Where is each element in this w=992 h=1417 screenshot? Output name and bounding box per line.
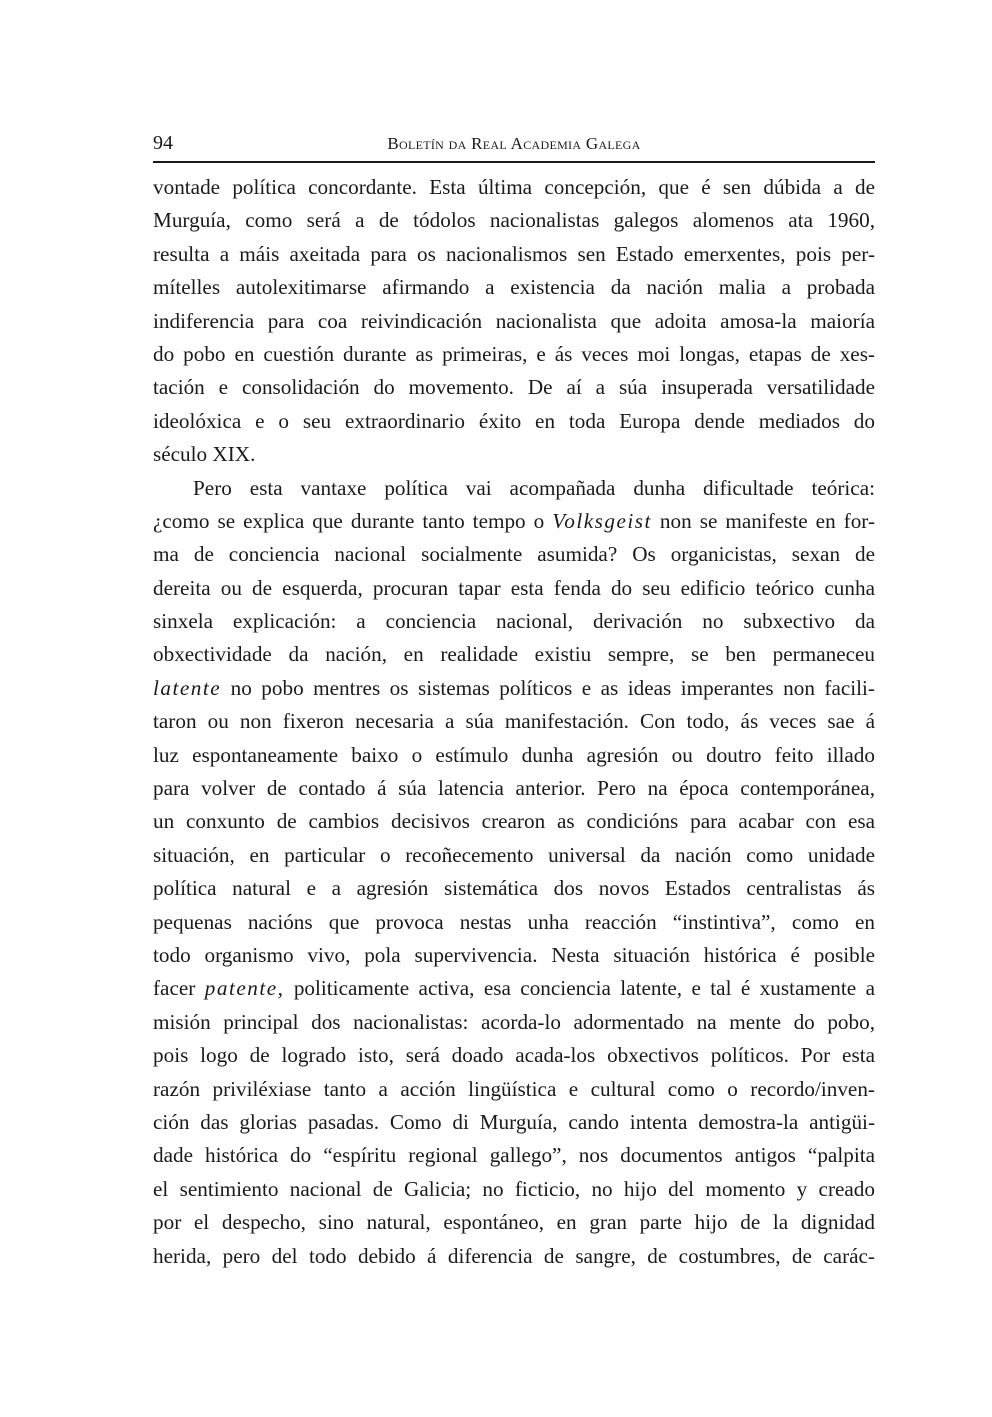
italic-term: Volksgeist	[552, 508, 652, 533]
page-number: 94	[153, 132, 173, 154]
text-line: un conxunto de cambios decisivos crearon as condicións para acabar con esa	[153, 809, 875, 834]
text-run: no pobo mentres os sistemas políticos e as ideas imperantes non facili-	[221, 675, 875, 700]
running-header	[153, 128, 875, 162]
text-line: taron ou non fixeron necesaria a súa manifestación. Con todo, ás veces sae á	[153, 709, 875, 734]
text-line: política natural e a agresión sistemática dos novos Estados centralistas ás	[153, 876, 875, 901]
text-line: tación e consolidación do movemento. De aí a súa insuperada versatilidade	[153, 375, 875, 400]
text-line: ción das glorias pasadas. Como di Murguía, cando intenta demostra-la antigüi-	[153, 1109, 875, 1134]
paragraph	[153, 472, 875, 1273]
text-line: resulta a máis axeitada para os nacionalismos sen Estado emerxentes, pois per-	[153, 241, 875, 266]
running-title: Boletín da Real Academia Galega	[387, 134, 641, 153]
text-line: pequenas nacións que provoca nestas unha reacción “instintiva”, como en	[153, 909, 875, 934]
header-rule	[153, 161, 875, 163]
text-line: dade histórica do “espíritu regional gallego”, nos documentos antigos “palpita	[153, 1143, 875, 1168]
text-line: para volver de contado á súa latencia anterior. Pero na época contemporánea,	[153, 776, 875, 801]
text-line: século XIX.	[153, 442, 256, 467]
text-run: politicamente activa, esa conciencia latente, e tal é xustamente a	[284, 976, 875, 1001]
text-line: obxectividade da nación, en realidade existiu sempre, se ben permaneceu	[153, 642, 875, 667]
text-line: luz espontaneamente baixo o estímulo dunha agresión ou doutro feito illado	[153, 742, 875, 767]
text-line: indiferencia para coa reivindicación nacionalista que adoita amosa-la maioría	[153, 308, 875, 333]
text-line	[153, 672, 875, 705]
text-line: herida, pero del todo debido á diferencia de sangre, de costumbres, de carác-	[153, 1243, 875, 1268]
text-line: misión principal dos nacionalistas: acorda-lo adormentado na mente do pobo,	[153, 1009, 875, 1034]
text-run: non se manifeste en for-	[651, 508, 875, 533]
text-line: dereita ou de esquerda, procuran tapar esta fenda do seu edificio teórico cunha	[153, 575, 875, 600]
text-run: facer	[153, 976, 205, 1001]
text-line: razón priviléxiase tanto a acción lingüística e cultural como o recordo/inven-	[153, 1076, 875, 1101]
italic-term: patente,	[204, 976, 285, 1001]
text-line: ma de conciencia nacional socialmente asumida? Os organicistas, sexan de	[153, 542, 875, 567]
text-line: ideolóxica e o seu extraordinario éxito en toda Europa dende mediados do	[153, 408, 875, 433]
italic-term: latente	[153, 675, 222, 700]
paragraph	[153, 171, 875, 472]
text-line	[153, 972, 875, 1005]
text-line: todo organismo vivo, pola supervivencia. Nesta situación histórica é posible	[153, 942, 875, 967]
text-line: mítelles autolexitimarse afirmando a existencia da nación malia a probada	[153, 275, 875, 300]
text-line: sinxela explicación: a conciencia nacional, derivación no subxectivo da	[153, 609, 875, 634]
text-line: Murguía, como será a de tódolos nacionalistas galegos alomenos ata 1960,	[153, 208, 875, 233]
text-line	[153, 505, 875, 538]
text-line: Pero esta vantaxe política vai acompañada dunha dificultade teórica:	[193, 475, 875, 500]
text-line: pois logo de logrado isto, será doado acada-los obxectivos políticos. Por esta	[153, 1043, 875, 1068]
body-text	[153, 171, 875, 1273]
text-line: do pobo en cuestión durante as primeiras, e ás veces moi longas, etapas de xes-	[153, 341, 875, 366]
text-line: por el despecho, sino natural, espontáneo, en gran parte hijo de la dignidad	[153, 1210, 875, 1235]
text-line: el sentimiento nacional de Galicia; no ficticio, no hijo del momento y creado	[153, 1176, 875, 1201]
text-line: vontade política concordante. Esta última concepción, que é sen dúbida a de	[153, 175, 875, 199]
text-line: situación, en particular o recoñecemento universal da nación como unidade	[153, 842, 875, 867]
text-run: ¿como se explica que durante tanto tempo o	[153, 508, 553, 533]
